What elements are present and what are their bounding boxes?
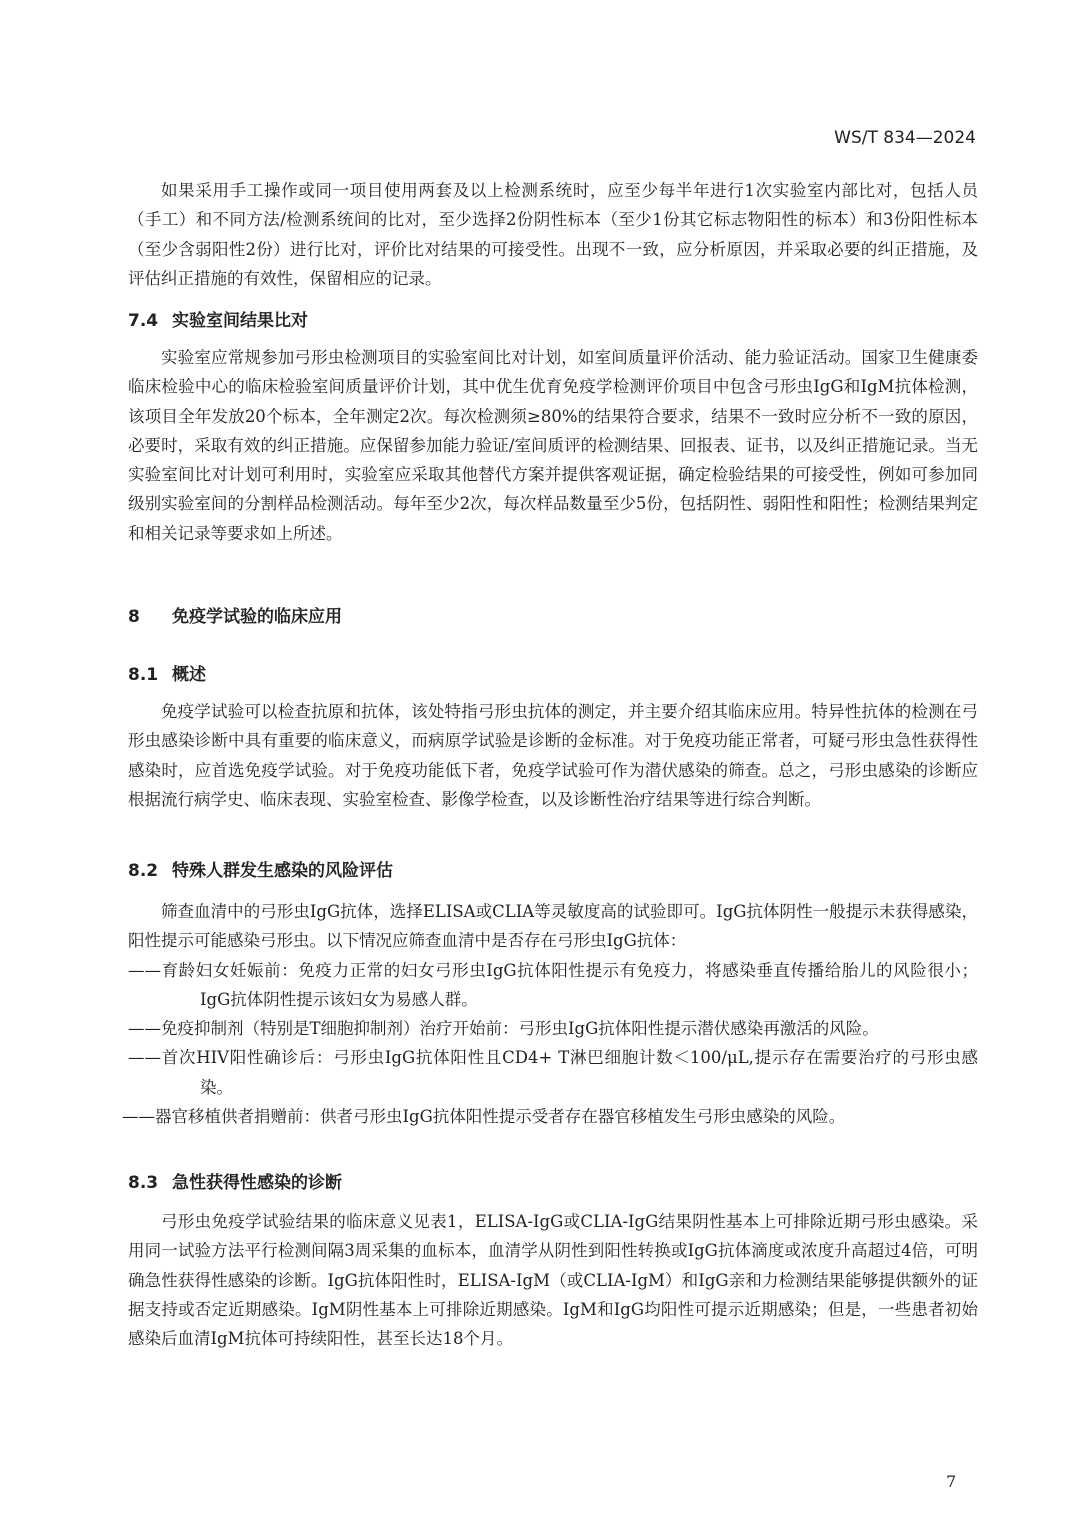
section-number: 8.3 <box>128 1173 159 1193</box>
section-number: 8.1 <box>128 665 159 685</box>
section-7-4-heading <box>128 306 978 331</box>
list-item: ——育龄妇女妊娠前：免疫力正常的妇女弓形虫IgG抗体阳性提示有免疫力，将感染垂直传播给胎儿的风险很小；IgG抗体阴性提示该妇女为易感人群。 <box>128 960 978 1009</box>
section-8-3-heading <box>128 1168 978 1193</box>
doc-number-header: WS/T 834—2024 <box>834 128 976 148</box>
section-title: 概述 <box>172 665 206 685</box>
section-8-2 <box>128 856 978 881</box>
section-number: 8.2 <box>128 861 159 881</box>
section-title: 实验室间结果比对 <box>172 311 308 331</box>
section-8 <box>128 602 978 627</box>
section-title: 急性获得性感染的诊断 <box>172 1173 342 1193</box>
intro-paragraph-block <box>128 176 978 293</box>
section-title: 特殊人群发生感染的风险评估 <box>172 861 393 881</box>
list-item: ——器官移植供者捐赠前：供者弓形虫IgG抗体阳性提示受者存在器官移植发生弓形虫感染的风险。 <box>122 1107 846 1127</box>
section-8-2-heading <box>128 856 978 881</box>
section-7-4 <box>128 306 978 331</box>
section-8-1 <box>128 660 978 685</box>
section-8-1-body <box>128 697 978 814</box>
section-title: 免疫学试验的临床应用 <box>172 607 342 627</box>
section-8-3-paragraph: 弓形虫免疫学试验结果的临床意义见表1，ELISA-IgG或CLIA-IgG结果阴性基本上可排除近期弓形虫感染。采用同一试验方法平行检测间隔3周采集的血标本，血清学从阴性到阳性转换或IgG抗体滴度或浓度升高超过4倍，可明确急性获得性感染的诊断。IgG抗体阳性时，ELISA-IgM（或CLIA-IgM）和IgG亲和力检测结果能够提供额外的证据支持或否定近期感染。IgM阴性基本上可排除近期感染。IgM和IgG均阳性可提示近期感染；但是，一些患者初始感染后血清IgM抗体可持续阳性，甚至长达18个月。 <box>128 1212 978 1349</box>
section-8-heading <box>128 602 978 627</box>
section-8-1-heading <box>128 660 978 685</box>
section-7-4-paragraph: 实验室应常规参加弓形虫检测项目的实验室间比对计划，如室间质量评价活动、能力验证活动。国家卫生健康委临床检验中心的临床检验室间质量评价计划，其中优生优育免疫学检测评价项目中包含弓形虫IgG和IgM抗体检测，该项目全年发放20个标本，全年测定2次。每次检测须≥80%的结果符合要求，结果不一致时应分析不一致的原因，必要时，采取有效的纠正措施。应保留参加能力验证/室间质评的检测结果、回报表、证书，以及纠正措施记录。当无实验室间比对计划可利用时，实验室应采取其他替代方案并提供客观证据，确定检验结果的可接受性，例如可参加同级别实验室间的分割样品检测活动。每年至少2次，每次样品数量至少5份，包括阴性、弱阳性和阳性；检测结果判定和相关记录等要求如上所述。 <box>128 348 978 543</box>
section-number: 8 <box>128 607 140 627</box>
list-item: ——免疫抑制剂（特别是T细胞抑制剂）治疗开始前：弓形虫IgG抗体阳性提示潜伏感染再激活的风险。 <box>128 1019 879 1039</box>
section-8-3 <box>128 1168 978 1193</box>
section-number: 7.4 <box>128 311 159 331</box>
section-8-3-body <box>128 1207 978 1353</box>
section-8-1-paragraph: 免疫学试验可以检查抗原和抗体，该处特指弓形虫抗体的测定，并主要介绍其临床应用。特异性抗体的检测在弓形虫感染诊断中具有重要的临床意义，而病原学试验是诊断的金标准。对于免疫功能正常者，可疑弓形虫急性获得性感染时，应首选免疫学试验。对于免疫功能低下者，免疫学试验可作为潜伏感染的筛查。总之，弓形虫感染的诊断应根据流行病学史、临床表现、实验室检查、影像学检查，以及诊断性治疗结果等进行综合判断。 <box>128 702 978 809</box>
section-8-2-body <box>122 897 978 1131</box>
list-item: ——首次HIV阳性确诊后：弓形虫IgG抗体阳性且CD4+ T淋巴细胞计数＜100/μL,提示存在需要治疗的弓形虫感染。 <box>128 1048 978 1097</box>
section-8-2-paragraph: 筛查血清中的弓形虫IgG抗体，选择ELISA或CLIA等灵敏度高的试验即可。IgG抗体阴性一般提示未获得感染，阳性提示可能感染弓形虫。以下情况应筛查血清中是否存在弓形虫IgG抗体： <box>128 902 978 951</box>
intro-paragraph: 如果采用手工操作或同一项目使用两套及以上检测系统时，应至少每半年进行1次实验室内部比对，包括人员（手工）和不同方法/检测系统间的比对，至少选择2份阴性标本（至少1份其它标志物阳性的标本）和3份阳性标本（至少含弱阳性2份）进行比对，评价比对结果的可接受性。出现不一致，应分析原因，并采取必要的纠正措施，及评估纠正措施的有效性，保留相应的记录。 <box>128 181 978 288</box>
section-7-4-body <box>128 343 978 548</box>
page-number: 7 <box>946 1472 957 1491</box>
